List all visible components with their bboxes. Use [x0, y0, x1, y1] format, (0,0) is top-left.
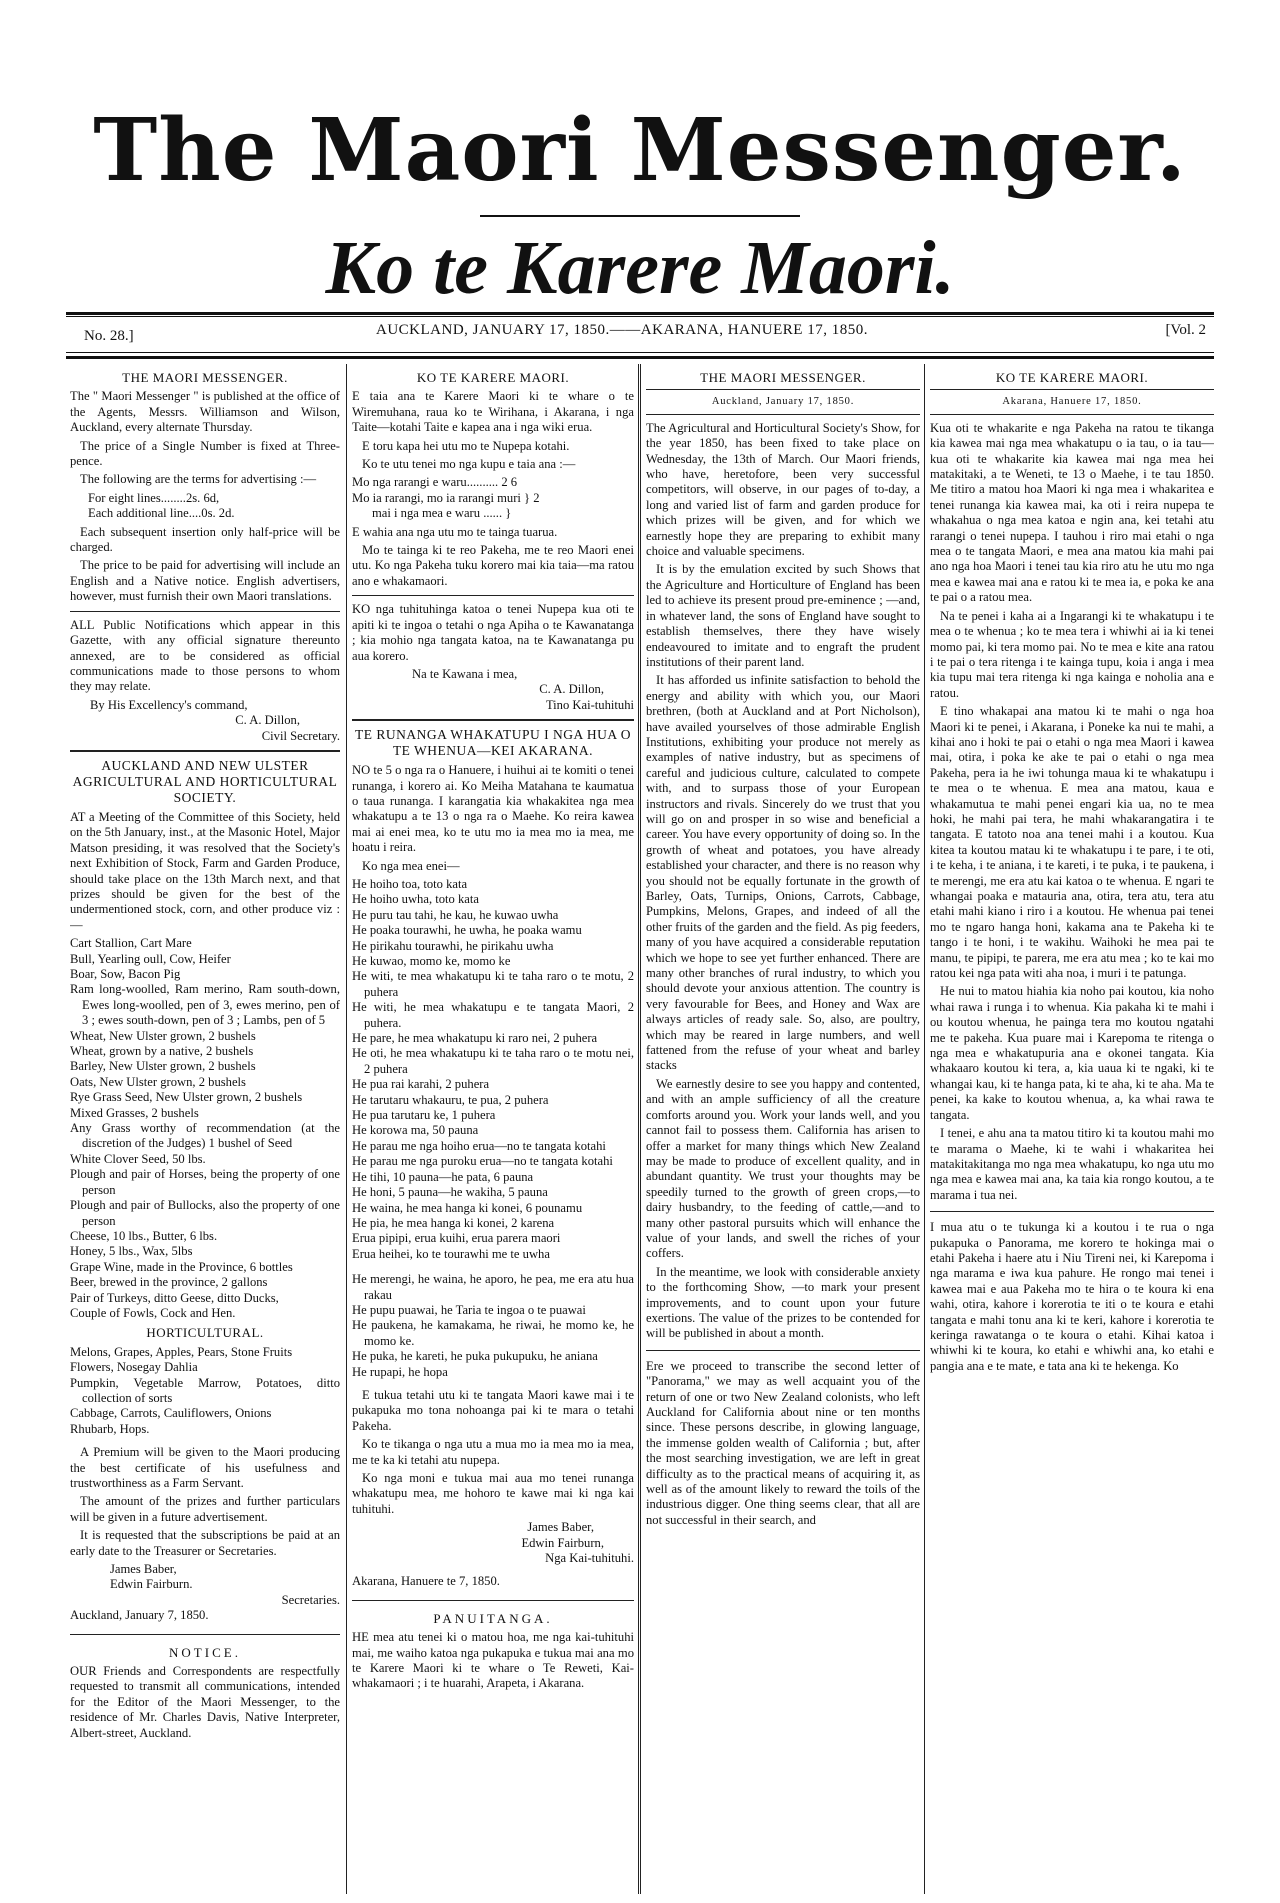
gazette-signature: C. A. Dillon, [235, 713, 300, 728]
divider [646, 414, 920, 415]
list-item: He honi, 5 pauna—he wakiha, 5 pauna [352, 1185, 548, 1200]
paragraph: He nui to matou hiahia kia noho pai koutou, kia noho whai rawa i runga i to whenua. Kia pakaha ki te mahi i ou koutou whenua, he painga tera mo koutou ngatahi me te pakeha. Kua puare mai i Karepoma te ritenga o nga mea e whakatupuria ana e okonei tangata. Kia whakaaro koutou ki tera, a, kia uaua ki te ngaki, ki te whangai kau, ki te hanga pata, ki te aha, ki te aha. Ma te penei, ka kake to koutou whenua, a, ka whai rawa te tangata. [930, 984, 1214, 1122]
divider [646, 389, 920, 390]
society-title: TE RUNANGA WHAKATUPU I NGA HUA O TE WHENUA—KEI AKARANA. [354, 727, 631, 759]
list-item: Mixed Grasses, 2 bushels [70, 1105, 199, 1120]
stock-list [70, 936, 340, 1321]
list-item: Cheese, 10 lbs., Butter, 6 lbs. [70, 1228, 218, 1243]
secretary-name: Edwin Fairburn, [521, 1535, 604, 1550]
list-item: He pupu puawai, he Taria te ingoa o te puawai [352, 1302, 586, 1317]
divider [70, 611, 340, 612]
dateline: Auckland, January 7, 1850. [70, 1608, 209, 1623]
divider [930, 414, 1214, 415]
list-item: He korowa ma, 50 pauna [352, 1123, 479, 1138]
society-intro: AT a Meeting of the Committee of this Society, held on the 5th January, inst., at the Masonic Hotel, Major Matson presiding, it was resolved that the Society's next Exhibition of Stock, Farm and Garden Produce, should take place on the 13th March next, and that prizes should be given for the best of the undermentioned stock, corn, and other produce viz :— [70, 809, 340, 932]
paragraph: In the meantime, we look with considerable anxiety to the forthcoming Show, —to mark your present improvements, and to count upon your future exertions. The value of the prizes to be contended for will be published in about a month. [646, 1264, 920, 1341]
column-english-editorial [646, 366, 920, 1886]
paragraph: Ko nga moni e tukua mai aua mo tenei runanga whakatupu mea, me hohoro te kawe mai ki nga kai tuhituhi. [352, 1471, 634, 1516]
issue-date: AUCKLAND, JANUARY 17, 1850.——AKARANA, HANUERE 17, 1850. [376, 322, 868, 338]
gazette-notice: ALL Public Notifications which appear in this Gazette, with any official signature thereunto annexed, are to be considered as official communications made to those persons to whom they may relate. [70, 617, 340, 694]
paragraph: E toru kapa hei utu mo te Nupepa kotahi. [362, 438, 570, 453]
gazette-title: Civil Secretary. [261, 728, 340, 743]
paragraph: I mua atu o te tukunga ki a koutou i te rua o nga pukapuka o Panorama, me korero te hokinga mai o etahi Pakeha i haere atu i Niu Tireni nei, ki Karepoma i nga marama e iwa kua pahure. He rongo mai tenei i kawea mai e aua Pakeha mo te hira o te koura ki ena wahi, otira, kahore i korerotia te iti o te koura e etahi tangata e mahi tonu ana ki te keri, kahore i korerotia te keringa rawatanga o te koura o etahi. Kihai katoa i whiwhi ki te koura, ko etahi e whiwhi ana, ko etahi e pangia ana e te mate, e tata ana ki te hekenga. Ko [930, 1220, 1214, 1373]
divider [352, 719, 634, 721]
secretary-name: James Baber, [110, 1562, 177, 1577]
paragraph: The price of a Single Number is fixed at Three-pence. [70, 438, 340, 469]
col1-heading: THE MAORI MESSENGER. [122, 370, 288, 385]
list-item: He kuwao, momo ke, momo ke [352, 954, 511, 968]
divider [646, 1350, 920, 1351]
paragraph: Each subsequent insertion only half-price will be charged. [70, 524, 340, 555]
list-item: Boar, Sow, Bacon Pig [70, 967, 181, 981]
issue-rule-thin [66, 352, 1214, 353]
hort-list [352, 1272, 634, 1380]
paragraph: Kua oti te whakarite e nga Pakeha na ratou te tikanga kia kawea mai nga mea whakatupu o ia tau, o ia tau—kua oti te whakarite kia kawea mai nga mea hei matakitaki, a te Weneti, te 13 o Maehe, i te tau 1850. Me titiro a matou hoa Maori ki nga mea i whakaritea e tenei runanga kia kawea mai, ka oti i reira nupepa te whakahua o nga mea katoa e ngin ana, kei tetahi atu rarangi o tenei nupepa. I tauhou i riro mai etahi o nga mea o te tangata Maori, e mea ana matou kia mahi pai ano nga hoa Maori i tenei tau kia riro atu he utu mo nga mea e kawea mai ana e ratou ki te mea ia, e poka ke ana te pai o a ratou mea. [930, 420, 1214, 605]
list-item: Rye Grass Seed, New Ulster grown, 2 bushels [70, 1090, 303, 1105]
list-item: He parau me nga puroku erua—no te tangata kotahi [352, 1154, 613, 1169]
paragraph: Ko nga mea enei— [362, 858, 460, 873]
dateline: Akarana, Hanuere te 7, 1850. [352, 1574, 500, 1589]
list-item: He pia, he mea hanga ki konei, 2 karena [352, 1215, 555, 1230]
gazette-notice: KO nga tuhituhinga katoa o tenei Nupepa kua oti te apiti ki te ingoa o tetahi o nga Apiha o te Kawanatanga ; kia mohio nga tangata katoa, na te Kawanatanga pu aua korero. [352, 602, 634, 663]
list-item: He paukena, he kamakama, he riwai, he momo ke, he momo ke. [352, 1318, 634, 1348]
masthead-subtitle: Ko te Karere Maori. [325, 226, 955, 310]
list-item: Plough and pair of Horses, being the property of one person [70, 1167, 340, 1197]
list-item: Wheat, grown by a native, 2 bushels [70, 1044, 254, 1059]
divider [930, 1211, 1214, 1212]
list-item: Honey, 5 lbs., Wax, 5lbs [70, 1244, 193, 1259]
hort-list [70, 1345, 340, 1437]
list-item: He puru tau tahi, he kau, he kuwao uwha [352, 907, 559, 922]
divider [352, 595, 634, 596]
paragraph: E tino whakapai ana matou ki te mahi o nga hoa Maori ki te penei, i Akarana, i Poneke ka nui te mahi, a kihai ano i hoki te pai o etahi o nga mea Maori i kawea mai, otira, i poka ke ake te pai o etahi o nga mea Pakeha, pera ia he iwi tohunga maua ki te whakatupu i te mea o te whenua. E mea ana matou, kaua e whakamutua te mahi penei engari kia ua, no te mea hoki, he mahi pai tera, he mahi whakarangatira i te tangata. E tatoto noa ana tenei mahi i a koutou. Kua kitea ta koutou matau ki te whakatupu i te pare, i te oti, i te keha, i te aniana, i te kareti, i te puka, i te paukena, i te merengi, me era atu kai katoa o te whenua. E ngari te whangai poaka e matauria ana, otira, tera atu, tera atu etahi mahi kiano i riro i a koutou. He whenua pai tenei mo te ngaro hanga honi, kakama ana te Pakeha ki te tango i te honi, i te wakihu. Waihoki he mea pai te manu, te pipipi, te parera, me era atu mea ; ko te kai mo ratou kei nga pata witi aha noa, i muri i te patunga. [930, 704, 1214, 981]
notice-heading: PANUITANGA. [433, 1610, 553, 1626]
stock-list [352, 877, 634, 1262]
notice-text: OUR Friends and Correspondents are respectfully requested to transmit all communications, intended for the Editor of the Maori Messenger, to the residence of Mr. Charles Davis, Native Interpreter, Albert-street, Auckland. [70, 1664, 340, 1740]
list-item: Erua pipipi, erua kuihi, erua parera maori [352, 1231, 561, 1246]
paragraph: I tenei, e ahu ana ta matou titiro ki ta koutou mahi mo te marama o Maehe, ki te wahi i whakaritea hei matakitakitanga mo nga mea whakatupu, ko nga utu mo nga mea e kawea mai ana, ka taia kia rongo koutou, a te marama i tua nei. [930, 1126, 1214, 1202]
list-item: Melons, Grapes, Apples, Pears, Stone Fruits [70, 1344, 293, 1359]
gazette-by: Na te Kawana i mea, [412, 666, 518, 681]
list-item: Pair of Turkeys, ditto Geese, ditto Ducks, [70, 1290, 279, 1305]
paragraph: It has afforded us infinite satisfaction to behold the energy and ability with which you, our Maori brethren, (both at Auckland and at Port Nicholson), have availed yourselves of those admirable English Institutions, exhibiting your produce not merely as examples of native industry, but as specimens of careful and judicious culture, calculated to compete with, and to surpass those of your European instructors and rivals. Sincerely do we trust that you will go on and prosper in so wise and beneficial a career. You have every opportunity of doing so. In the growth of wheat and potatoes, you have already established your character, and there is no reason why you should not be equally fortunate in the growth of Barley, Oats, Turnips, Onions, Carrots, Cabbage, Pumpkins, Melons, Grapes, and indeed of all the other fruits of the garden and the field. As pig feeders, many of you have acquired a considerable reputation which we hope to see yet further enhanced. There are many other branches of rural industry, to which you should devote your anxious attention. The country is very favourable for Bees, and Honey and Wax are always articles of ready sale. So, also, are poultry, which may be reared in large numbers, and well fattened from the refuse of your wheat and barley stacks [646, 673, 920, 1073]
terms-line: Mo nga rarangi e waru.......... 2 6 [352, 475, 518, 490]
gazette-signature: C. A. Dillon, [539, 682, 604, 697]
list-item: Ram long-woolled, Ram merino, Ram south-down, Ewes long-woolled, pen of 3, ewes merino, pen of 3 ; ewes south-down, pen of 3 ; Lambs, pen of 5 [70, 982, 340, 1028]
list-item: Bull, Yearling oull, Cow, Heifer [70, 951, 231, 966]
secretary-name: James Baber, [527, 1520, 594, 1535]
list-item: Flowers, Nosegay Dahlia [70, 1360, 198, 1375]
top-rule [66, 312, 1214, 315]
list-item: Any Grass worthy of recommendation (at the discretion of the Judges) 1 bushel of Seed [70, 1121, 340, 1151]
list-item: Grape Wine, made in the Province, 6 bottles [70, 1259, 293, 1274]
issue-number: No. 28.] [84, 328, 134, 344]
rate-line: Each additional line....0s. 2d. [88, 506, 235, 521]
paragraph: It is requested that the subscriptions be paid at an early date to the Treasurer or Secretaries. [70, 1528, 340, 1558]
list-item: He hoiho toa, toto kata [352, 876, 468, 891]
issue-rule [66, 356, 1214, 359]
list-item: He puka, he kareti, he puka pukupuku, he aniana [352, 1349, 598, 1364]
paragraph: Na te penei i kaha ai a Ingarangi ki te whakatupu i te mea o te whenua ; ko te mea tera i whiwhi ai ia ki tenei momo pai, ki tera momo pai. No te mea e kite ana ratou i te pai o tera ritenga i te kainga tupu, koia i anga i mea kia tupu mai tera ritenga ki nga kainga e noholia ana e ratou. [930, 608, 1214, 700]
secretaries-label: Secretaries. [281, 1592, 340, 1607]
list-item: Pumpkin, Vegetable Marrow, Potatoes, ditto collection of sorts [70, 1375, 340, 1405]
terms-line: Mo ia rarangi, mo ia rarangi muri } 2 [352, 490, 540, 505]
paragraph: E wahia ana nga utu mo te tainga tuarua. [352, 524, 558, 539]
society-intro: NO te 5 o nga ra o Hanuere, i huihui ai te komiti o tenei runanga, i korero ai. Ko Meiha Matahana te kaumatua o taua runanga. I karangatia kia whakakitea nga mea whakatupu a te 13 o nga ra o Maehe. Ko reira kawea mai ai enei mea, ko te utu mo ia mea mo ia mea, me hoatu i reira. [352, 763, 634, 855]
list-item: He oti, he mea whakatupu ki te taha raro o te motu nei, 2 puhera [352, 1046, 634, 1076]
list-item: He hoiho uwha, toto kata [352, 892, 479, 907]
list-item: Couple of Fowls, Cock and Hen. [70, 1305, 236, 1320]
list-item: He waina, he mea hanga ki konei, 6 pounamu [352, 1200, 583, 1215]
list-item: Barley, New Ulster grown, 2 bushels [70, 1059, 256, 1074]
column-divider [638, 364, 639, 1894]
paragraph: It is by the emulation excited by such Shows that the Agriculture and Horticulture of England has been led to achieve its present proud pre-eminence ; —and, in whatever land, the sons of England have sought to establish themselves, there they have wisely endeavoured to imitate and to engraft the prudent institutions of their parent land. [646, 562, 920, 669]
list-item: He pua tarutaru ke, 1 puhera [352, 1108, 496, 1123]
divider [352, 1600, 634, 1601]
divider [70, 750, 340, 752]
list-item: He rupapi, he hopa [352, 1364, 448, 1379]
list-item: Erua heihei, ko te tourawhi me te uwha [352, 1246, 550, 1261]
col3-heading: THE MAORI MESSENGER. [700, 370, 866, 385]
list-item: He poaka tourawhi, he uwha, he poaka wamu [352, 923, 582, 938]
list-item: He pua rai karahi, 2 puhera [352, 1077, 490, 1092]
paragraph: The " Maori Messenger " is published at the office of the Agents, Messrs. Williamson and Wilson, Auckland, every alternate Thursday. [70, 389, 340, 435]
list-item: He tihi, 10 pauna—he pata, 6 pauna [352, 1169, 534, 1184]
divider [70, 1634, 340, 1635]
gazette-title: Tino Kai-tuhituhi [545, 697, 634, 712]
list-item: Wheat, New Ulster grown, 2 bushels [70, 1028, 256, 1043]
column-maori-notices [352, 366, 634, 1886]
list-item: He witi, te mea whakatupu ki te taha raro o te motu, 2 puhera [352, 969, 634, 999]
paragraph: We earnestly desire to see you happy and contented, and with an ample sufficiency of all the creature comforts around you. Work your lands well, and you cannot fail to possess them. California has arisen to offer a market for many things which New Zealand may be made to produce of excellent quality, and in abundant quantity. We trust your thoughts may be speedily turned to the growth of green crops,—to dairy husbandry, to the feeding of cattle,—and to many other pastoral pursuits which will enhance the value of your lands, and swell the riches of your coffers. [646, 1076, 920, 1261]
masthead-rule [480, 215, 800, 217]
top-rule-thin [66, 316, 1214, 317]
col2-heading: KO TE KARERE MAORI. [416, 370, 570, 385]
paragraph: The Agricultural and Horticultural Society's Show, for the year 1850, has been fixed to take place on Wednesday, the 13th of March. Our Maori friends, who have, heretofore, been very successful competitors, will observe, in our pages of to-day, a long and varied list of farm and garden produce for which prizes will be given, and for which we earnestly hope they are preparing to exhibit many choice and valuable specimens. [646, 420, 920, 559]
society-title: AUCKLAND AND NEW ULSTER AGRICULTURAL AND HORTICULTURAL SOCIETY. [72, 757, 338, 805]
masthead-title: The Maori Messenger. [93, 100, 1187, 201]
list-item: He tarutaru whakauru, te pua, 2 puhera [352, 1092, 549, 1107]
col4-dateline: Akarana, Hanuere 17, 1850. [1002, 396, 1142, 408]
column-divider [640, 364, 641, 1894]
list-item: He pirikahu tourawhi, he pirikahu uwha [352, 938, 554, 953]
paragraph: E taia ana te Karere Maori ki te whare o te Wiremuhana, raua ko te Wirihana, i Akarana, i nga Taite—kotahi Taite e kapea ana i nga wiki erua. [352, 389, 634, 435]
paragraph: E tukua tetahi utu ki te tangata Maori kawe mai i te pukapuka mo tona nohoanga pai ki te mara o tetahi Pakeha. [352, 1387, 634, 1433]
divider [930, 389, 1214, 390]
column-english-notices [70, 366, 340, 1886]
paragraph: A Premium will be given to the Maori producing the best certificate of his usefulness and trustworthiness as a Farm Servant. [70, 1445, 340, 1490]
notice-text: HE mea atu tenei ki o matou hoa, me nga kai-tuhituhi mai, me waiho katoa nga pukapuka e tukua mai ana mo te Karere Maori ki te whare o Te Reweti, Kai-whakamaori ; i te huarahi, Arapeta, i Akarana. [352, 1630, 634, 1691]
rate-line: For eight lines........2s. 6d, [88, 490, 220, 505]
paragraph: The following are the terms for advertising :— [80, 472, 317, 487]
col3-dateline: Auckland, January 17, 1850. [711, 396, 855, 408]
horticultural-heading: HORTICULTURAL. [146, 1325, 264, 1341]
paragraph: Ko te tikanga o nga utu a mua mo ia mea mo ia mea, me te ka ki tetahi atu nupepa. [352, 1437, 634, 1467]
notice-heading: NOTICE. [169, 1644, 241, 1660]
col4-heading: KO TE KARERE MAORI. [995, 370, 1149, 385]
list-item: Oats, New Ulster grown, 2 bushels [70, 1074, 246, 1089]
list-item: He witi, he mea whakatupu e te tangata Maori, 2 puhera. [352, 1000, 634, 1030]
paragraph: Mo te tainga ki te reo Pakeha, me te reo Maori enei utu. Ko nga Pakeha tuku korero mai kia taia—ma ratou ano e whakamaori. [352, 543, 634, 588]
list-item: Cart Stallion, Cart Mare [70, 936, 192, 951]
list-item: Beer, brewed in the province, 2 gallons [70, 1275, 268, 1290]
issue-line [66, 322, 1214, 348]
paragraph: The price to be paid for advertising will include an English and a Native notice. English advertisers, however, must furnish their own Maori translations. [70, 558, 340, 604]
column-maori-editorial [930, 366, 1214, 1886]
list-item: Plough and pair of Bullocks, also the property of one person [70, 1198, 340, 1228]
gazette-by: By His Excellency's command, [90, 697, 248, 712]
secretary-name: Edwin Fairburn. [110, 1577, 193, 1592]
list-item: He pare, he mea whakatupu ki raro nei, 2 puhera [352, 1031, 598, 1046]
paragraph: Ko te utu tenei mo nga kupu e taia ana :— [362, 457, 576, 472]
issue-volume: [Vol. 2 [1165, 322, 1206, 338]
list-item: White Clover Seed, 50 lbs. [70, 1151, 206, 1166]
list-item: Rhubarb, Hops. [70, 1421, 150, 1436]
column-divider [924, 364, 925, 1894]
secretaries-label: Nga Kai-tuhituhi. [545, 1551, 634, 1566]
paragraph: Ere we proceed to transcribe the second letter of "Panorama," we may as well acquaint you of the return of one or two New Zealand colonists, who left Auckland for California about nine or ten months since. These persons describe, in glowing language, the immense golden wealth of California ; but, after the most searching investigation, we are left in great difficulty as to the practical means of acquiring it, as well as of the amount likely to reward the toils of the industrious digger. One thing seems clear, that all are not successful in their search, and [646, 1358, 920, 1527]
terms-line: mai i nga mea e waru ...... } [372, 506, 512, 521]
column-divider [346, 364, 347, 1894]
list-item: Cabbage, Carrots, Cauliflowers, Onions [70, 1406, 272, 1421]
list-item: He parau me nga hoiho erua—no te tangata kotahi [352, 1138, 606, 1153]
list-item: He merengi, he waina, he aporo, he pea, me era atu hua rakau [352, 1272, 634, 1302]
paragraph: The amount of the prizes and further particulars will be given in a future advertisement. [70, 1494, 340, 1524]
